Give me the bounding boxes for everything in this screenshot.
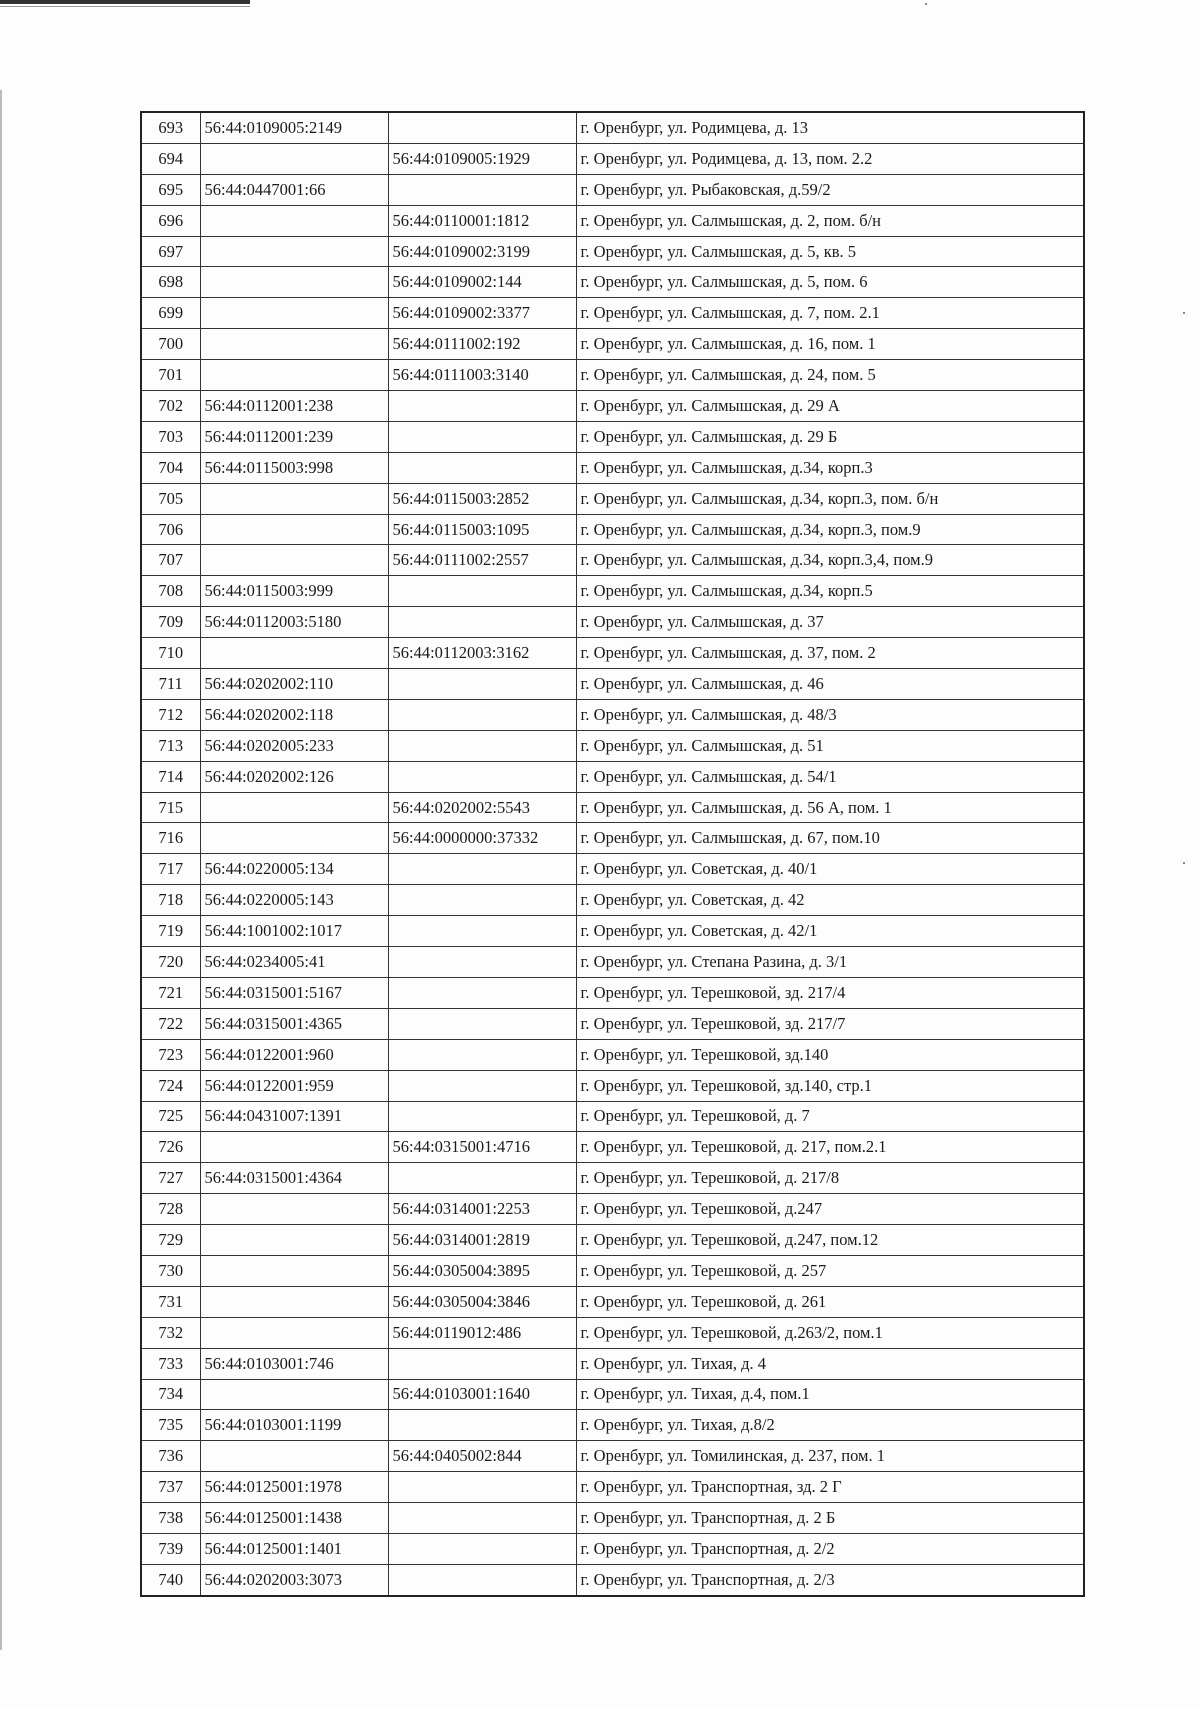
object-cadastral-number-cell: [388, 1070, 576, 1101]
table-row: [141, 545, 1084, 576]
row-number-cell: 702: [141, 391, 200, 422]
table-row: [141, 112, 1084, 143]
table-row: [141, 236, 1084, 267]
object-cadastral-number-cell: 56:44:0315001:4716: [388, 1132, 576, 1163]
table-row: [141, 916, 1084, 947]
table-row: [141, 1163, 1084, 1194]
address-cell: г. Оренбург, ул. Салмышская, д.34, корп.5: [576, 576, 1084, 607]
object-cadastral-number-cell: [388, 1410, 576, 1441]
land-cadastral-number-cell: 56:44:0112001:239: [200, 421, 388, 452]
row-number-cell: 731: [141, 1286, 200, 1317]
land-cadastral-number-cell: 56:44:0431007:1391: [200, 1101, 388, 1132]
table-row: [141, 391, 1084, 422]
row-number-cell: 724: [141, 1070, 200, 1101]
land-cadastral-number-cell: 56:44:0115003:998: [200, 452, 388, 483]
address-cell: г. Оренбург, ул. Терешковой, д.263/2, пом.1: [576, 1317, 1084, 1348]
row-number-cell: 722: [141, 1008, 200, 1039]
object-cadastral-number-cell: [388, 1564, 576, 1595]
land-cadastral-number-cell: 56:44:0202003:3073: [200, 1564, 388, 1595]
row-number-cell: 698: [141, 267, 200, 298]
object-cadastral-number-cell: [388, 174, 576, 205]
address-cell: г. Оренбург, ул. Советская, д. 42: [576, 885, 1084, 916]
land-cadastral-number-cell: 56:44:0315001:4364: [200, 1163, 388, 1194]
row-number-cell: 704: [141, 452, 200, 483]
registry-table-body: [141, 112, 1084, 1596]
row-number-cell: 707: [141, 545, 200, 576]
object-cadastral-number-cell: [388, 761, 576, 792]
table-row: [141, 1070, 1084, 1101]
table-row: [141, 298, 1084, 329]
land-cadastral-number-cell: [200, 1132, 388, 1163]
row-number-cell: 715: [141, 792, 200, 823]
land-cadastral-number-cell: [200, 1225, 388, 1256]
object-cadastral-number-cell: [388, 669, 576, 700]
address-cell: г. Оренбург, ул. Терешковой, д. 217/8: [576, 1163, 1084, 1194]
land-cadastral-number-cell: [200, 236, 388, 267]
table-row: [141, 823, 1084, 854]
object-cadastral-number-cell: [388, 1533, 576, 1564]
address-cell: г. Оренбург, ул. Салмышская, д. 5, пом. 6: [576, 267, 1084, 298]
table-row: [141, 174, 1084, 205]
object-cadastral-number-cell: [388, 947, 576, 978]
address-cell: г. Оренбург, ул. Салмышская, д.34, корп.3,4, пом.9: [576, 545, 1084, 576]
object-cadastral-number-cell: 56:44:0109005:1929: [388, 143, 576, 174]
table-row: [141, 514, 1084, 545]
object-cadastral-number-cell: [388, 977, 576, 1008]
object-cadastral-number-cell: [388, 391, 576, 422]
table-row: [141, 1255, 1084, 1286]
address-cell: г. Оренбург, ул. Томилинская, д. 237, пом. 1: [576, 1441, 1084, 1472]
row-number-cell: 734: [141, 1379, 200, 1410]
object-cadastral-number-cell: [388, 1348, 576, 1379]
table-row: [141, 885, 1084, 916]
address-cell: г. Оренбург, ул. Родимцева, д. 13: [576, 112, 1084, 143]
row-number-cell: 706: [141, 514, 200, 545]
object-cadastral-number-cell: 56:44:0103001:1640: [388, 1379, 576, 1410]
object-cadastral-number-cell: 56:44:0109002:3199: [388, 236, 576, 267]
table-row: [141, 1286, 1084, 1317]
row-number-cell: 740: [141, 1564, 200, 1595]
table-row: [141, 1472, 1084, 1503]
land-cadastral-number-cell: 56:44:0122001:960: [200, 1039, 388, 1070]
object-cadastral-number-cell: 56:44:0109002:3377: [388, 298, 576, 329]
address-cell: г. Оренбург, ул. Салмышская, д. 54/1: [576, 761, 1084, 792]
address-cell: г. Оренбург, ул. Терешковой, д.247, пом.12: [576, 1225, 1084, 1256]
object-cadastral-number-cell: [388, 1101, 576, 1132]
address-cell: г. Оренбург, ул. Транспортная, зд. 2 Г: [576, 1472, 1084, 1503]
land-cadastral-number-cell: [200, 205, 388, 236]
table-row: [141, 329, 1084, 360]
object-cadastral-number-cell: [388, 421, 576, 452]
row-number-cell: 720: [141, 947, 200, 978]
object-cadastral-number-cell: 56:44:0405002:844: [388, 1441, 576, 1472]
address-cell: г. Оренбург, ул. Советская, д. 40/1: [576, 854, 1084, 885]
table-row: [141, 638, 1084, 669]
address-cell: г. Оренбург, ул. Советская, д. 42/1: [576, 916, 1084, 947]
scan-edge-line: [0, 6, 250, 7]
land-cadastral-number-cell: [200, 1379, 388, 1410]
row-number-cell: 727: [141, 1163, 200, 1194]
row-number-cell: 695: [141, 174, 200, 205]
object-cadastral-number-cell: [388, 576, 576, 607]
table-row: [141, 1101, 1084, 1132]
table-row: [141, 421, 1084, 452]
address-cell: г. Оренбург, ул. Салмышская, д. 24, пом. 5: [576, 360, 1084, 391]
table-row: [141, 267, 1084, 298]
object-cadastral-number-cell: 56:44:0119012:486: [388, 1317, 576, 1348]
table-row: [141, 607, 1084, 638]
land-cadastral-number-cell: [200, 823, 388, 854]
address-cell: г. Оренбург, ул. Тихая, д. 4: [576, 1348, 1084, 1379]
land-cadastral-number-cell: 56:44:0125001:1401: [200, 1533, 388, 1564]
table-row: [141, 360, 1084, 391]
table-row: [141, 947, 1084, 978]
address-cell: г. Оренбург, ул. Салмышская, д. 29 Б: [576, 421, 1084, 452]
object-cadastral-number-cell: [388, 1472, 576, 1503]
row-number-cell: 711: [141, 669, 200, 700]
address-cell: г. Оренбург, ул. Салмышская, д. 46: [576, 669, 1084, 700]
address-cell: г. Оренбург, ул. Рыбаковская, д.59/2: [576, 174, 1084, 205]
table-row: [141, 1317, 1084, 1348]
property-registry-table: [140, 111, 1085, 1597]
row-number-cell: 735: [141, 1410, 200, 1441]
object-cadastral-number-cell: [388, 885, 576, 916]
land-cadastral-number-cell: [200, 1441, 388, 1472]
object-cadastral-number-cell: 56:44:0112003:3162: [388, 638, 576, 669]
row-number-cell: 716: [141, 823, 200, 854]
address-cell: г. Оренбург, ул. Терешковой, зд.140, стр.1: [576, 1070, 1084, 1101]
object-cadastral-number-cell: 56:44:0202002:5543: [388, 792, 576, 823]
land-cadastral-number-cell: 56:44:0103001:1199: [200, 1410, 388, 1441]
land-cadastral-number-cell: 56:44:0220005:134: [200, 854, 388, 885]
land-cadastral-number-cell: [200, 638, 388, 669]
land-cadastral-number-cell: 56:44:0112003:5180: [200, 607, 388, 638]
land-cadastral-number-cell: 56:44:0125001:1438: [200, 1503, 388, 1534]
object-cadastral-number-cell: [388, 1008, 576, 1039]
address-cell: г. Оренбург, ул. Транспортная, д. 2 Б: [576, 1503, 1084, 1534]
land-cadastral-number-cell: [200, 360, 388, 391]
address-cell: г. Оренбург, ул. Терешковой, д. 217, пом.2.1: [576, 1132, 1084, 1163]
table-row: [141, 761, 1084, 792]
table-row: [141, 1132, 1084, 1163]
address-cell: г. Оренбург, ул. Терешковой, д. 7: [576, 1101, 1084, 1132]
land-cadastral-number-cell: [200, 1255, 388, 1286]
table-row: [141, 452, 1084, 483]
table-row: [141, 1194, 1084, 1225]
row-number-cell: 699: [141, 298, 200, 329]
row-number-cell: 709: [141, 607, 200, 638]
row-number-cell: 738: [141, 1503, 200, 1534]
object-cadastral-number-cell: [388, 730, 576, 761]
land-cadastral-number-cell: 56:44:1001002:1017: [200, 916, 388, 947]
land-cadastral-number-cell: 56:44:0447001:66: [200, 174, 388, 205]
row-number-cell: 708: [141, 576, 200, 607]
object-cadastral-number-cell: 56:44:0111002:2557: [388, 545, 576, 576]
land-cadastral-number-cell: 56:44:0202002:126: [200, 761, 388, 792]
row-number-cell: 705: [141, 483, 200, 514]
row-number-cell: 712: [141, 699, 200, 730]
scan-left-edge: [0, 90, 2, 1650]
table-row: [141, 1410, 1084, 1441]
address-cell: г. Оренбург, ул. Салмышская, д. 67, пом.10: [576, 823, 1084, 854]
scan-speck: [1183, 312, 1185, 314]
table-row: [141, 1348, 1084, 1379]
object-cadastral-number-cell: [388, 1503, 576, 1534]
land-cadastral-number-cell: 56:44:0202005:233: [200, 730, 388, 761]
row-number-cell: 718: [141, 885, 200, 916]
address-cell: г. Оренбург, ул. Салмышская, д.34, корп.3, пом.9: [576, 514, 1084, 545]
table-row: [141, 730, 1084, 761]
land-cadastral-number-cell: [200, 143, 388, 174]
object-cadastral-number-cell: [388, 1039, 576, 1070]
row-number-cell: 703: [141, 421, 200, 452]
table-row: [141, 1039, 1084, 1070]
address-cell: г. Оренбург, ул. Салмышская, д. 16, пом. 1: [576, 329, 1084, 360]
row-number-cell: 719: [141, 916, 200, 947]
object-cadastral-number-cell: [388, 112, 576, 143]
row-number-cell: 714: [141, 761, 200, 792]
land-cadastral-number-cell: [200, 514, 388, 545]
land-cadastral-number-cell: 56:44:0234005:41: [200, 947, 388, 978]
object-cadastral-number-cell: 56:44:0314001:2819: [388, 1225, 576, 1256]
row-number-cell: 739: [141, 1533, 200, 1564]
row-number-cell: 725: [141, 1101, 200, 1132]
land-cadastral-number-cell: 56:44:0220005:143: [200, 885, 388, 916]
table-row: [141, 1503, 1084, 1534]
row-number-cell: 713: [141, 730, 200, 761]
address-cell: г. Оренбург, ул. Салмышская, д.34, корп.3: [576, 452, 1084, 483]
object-cadastral-number-cell: 56:44:0111002:192: [388, 329, 576, 360]
address-cell: г. Оренбург, ул. Салмышская, д. 7, пом. 2.1: [576, 298, 1084, 329]
address-cell: г. Оренбург, ул. Терешковой, зд.140: [576, 1039, 1084, 1070]
address-cell: г. Оренбург, ул. Терешковой, д. 261: [576, 1286, 1084, 1317]
land-cadastral-number-cell: [200, 1286, 388, 1317]
row-number-cell: 693: [141, 112, 200, 143]
address-cell: г. Оренбург, ул. Салмышская, д. 29 А: [576, 391, 1084, 422]
land-cadastral-number-cell: 56:44:0112001:238: [200, 391, 388, 422]
object-cadastral-number-cell: 56:44:0110001:1812: [388, 205, 576, 236]
row-number-cell: 729: [141, 1225, 200, 1256]
row-number-cell: 701: [141, 360, 200, 391]
table-row: [141, 792, 1084, 823]
address-cell: г. Оренбург, ул. Степана Разина, д. 3/1: [576, 947, 1084, 978]
land-cadastral-number-cell: 56:44:0315001:4365: [200, 1008, 388, 1039]
row-number-cell: 694: [141, 143, 200, 174]
table-row: [141, 1564, 1084, 1595]
address-cell: г. Оренбург, ул. Салмышская, д.34, корп.3, пом. б/н: [576, 483, 1084, 514]
row-number-cell: 733: [141, 1348, 200, 1379]
address-cell: г. Оренбург, ул. Терешковой, д. 257: [576, 1255, 1084, 1286]
object-cadastral-number-cell: 56:44:0000000:37332: [388, 823, 576, 854]
table-row: [141, 1533, 1084, 1564]
address-cell: г. Оренбург, ул. Тихая, д.4, пом.1: [576, 1379, 1084, 1410]
address-cell: г. Оренбург, ул. Терешковой, зд. 217/4: [576, 977, 1084, 1008]
land-cadastral-number-cell: 56:44:0202002:110: [200, 669, 388, 700]
table-row: [141, 576, 1084, 607]
scan-speck: [1183, 862, 1185, 864]
address-cell: г. Оренбург, ул. Салмышская, д. 5, кв. 5: [576, 236, 1084, 267]
object-cadastral-number-cell: [388, 452, 576, 483]
row-number-cell: 730: [141, 1255, 200, 1286]
address-cell: г. Оренбург, ул. Родимцева, д. 13, пом. 2.2: [576, 143, 1084, 174]
land-cadastral-number-cell: 56:44:0125001:1978: [200, 1472, 388, 1503]
object-cadastral-number-cell: [388, 699, 576, 730]
table-row: [141, 143, 1084, 174]
address-cell: г. Оренбург, ул. Транспортная, д. 2/3: [576, 1564, 1084, 1595]
row-number-cell: 737: [141, 1472, 200, 1503]
object-cadastral-number-cell: 56:44:0115003:1095: [388, 514, 576, 545]
scan-edge-mark: [0, 0, 250, 4]
row-number-cell: 728: [141, 1194, 200, 1225]
address-cell: г. Оренбург, ул. Салмышская, д. 48/3: [576, 699, 1084, 730]
table-row: [141, 699, 1084, 730]
address-cell: г. Оренбург, ул. Терешковой, зд. 217/7: [576, 1008, 1084, 1039]
table-row: [141, 483, 1084, 514]
table-row: [141, 205, 1084, 236]
row-number-cell: 721: [141, 977, 200, 1008]
row-number-cell: 710: [141, 638, 200, 669]
row-number-cell: 717: [141, 854, 200, 885]
land-cadastral-number-cell: 56:44:0103001:746: [200, 1348, 388, 1379]
object-cadastral-number-cell: 56:44:0314001:2253: [388, 1194, 576, 1225]
address-cell: г. Оренбург, ул. Салмышская, д. 2, пом. б/н: [576, 205, 1084, 236]
object-cadastral-number-cell: [388, 916, 576, 947]
land-cadastral-number-cell: [200, 1317, 388, 1348]
object-cadastral-number-cell: 56:44:0305004:3895: [388, 1255, 576, 1286]
land-cadastral-number-cell: [200, 298, 388, 329]
row-number-cell: 697: [141, 236, 200, 267]
land-cadastral-number-cell: 56:44:0115003:999: [200, 576, 388, 607]
row-number-cell: 736: [141, 1441, 200, 1472]
row-number-cell: 723: [141, 1039, 200, 1070]
table-row: [141, 1225, 1084, 1256]
land-cadastral-number-cell: 56:44:0109005:2149: [200, 112, 388, 143]
object-cadastral-number-cell: 56:44:0109002:144: [388, 267, 576, 298]
row-number-cell: 700: [141, 329, 200, 360]
row-number-cell: 696: [141, 205, 200, 236]
table-row: [141, 854, 1084, 885]
address-cell: г. Оренбург, ул. Тихая, д.8/2: [576, 1410, 1084, 1441]
scan-speck: [925, 3, 927, 5]
table-row: [141, 1008, 1084, 1039]
object-cadastral-number-cell: 56:44:0305004:3846: [388, 1286, 576, 1317]
table-row: [141, 977, 1084, 1008]
address-cell: г. Оренбург, ул. Терешковой, д.247: [576, 1194, 1084, 1225]
object-cadastral-number-cell: 56:44:0111003:3140: [388, 360, 576, 391]
address-cell: г. Оренбург, ул. Салмышская, д. 51: [576, 730, 1084, 761]
land-cadastral-number-cell: 56:44:0122001:959: [200, 1070, 388, 1101]
land-cadastral-number-cell: [200, 329, 388, 360]
address-cell: г. Оренбург, ул. Транспортная, д. 2/2: [576, 1533, 1084, 1564]
land-cadastral-number-cell: 56:44:0315001:5167: [200, 977, 388, 1008]
land-cadastral-number-cell: 56:44:0202002:118: [200, 699, 388, 730]
address-cell: г. Оренбург, ул. Салмышская, д. 37: [576, 607, 1084, 638]
object-cadastral-number-cell: [388, 854, 576, 885]
land-cadastral-number-cell: [200, 267, 388, 298]
object-cadastral-number-cell: [388, 607, 576, 638]
land-cadastral-number-cell: [200, 545, 388, 576]
land-cadastral-number-cell: [200, 483, 388, 514]
row-number-cell: 732: [141, 1317, 200, 1348]
land-cadastral-number-cell: [200, 792, 388, 823]
object-cadastral-number-cell: [388, 1163, 576, 1194]
object-cadastral-number-cell: 56:44:0115003:2852: [388, 483, 576, 514]
row-number-cell: 726: [141, 1132, 200, 1163]
land-cadastral-number-cell: [200, 1194, 388, 1225]
address-cell: г. Оренбург, ул. Салмышская, д. 37, пом. 2: [576, 638, 1084, 669]
table-row: [141, 669, 1084, 700]
address-cell: г. Оренбург, ул. Салмышская, д. 56 А, пом. 1: [576, 792, 1084, 823]
table-row: [141, 1441, 1084, 1472]
table-row: [141, 1379, 1084, 1410]
